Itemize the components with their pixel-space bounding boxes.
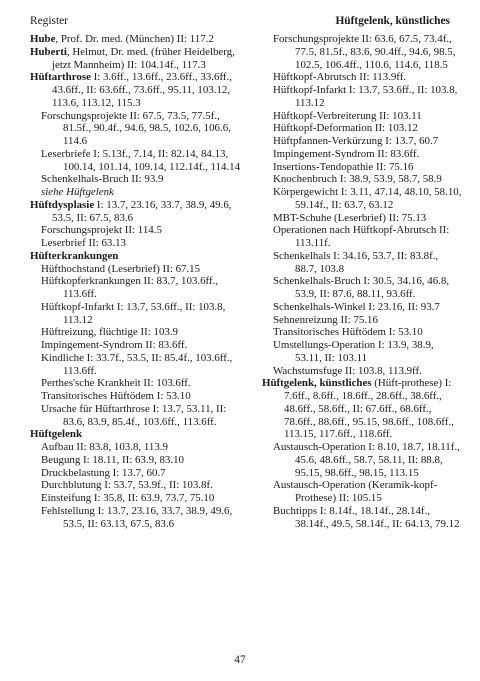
index-subentry-text: Druckbelastung I: 13.7, 60.7 bbox=[41, 466, 166, 479]
index-subentry-text: Leserbriefe I: 5.13f., 7.14, II: 82.14, 84.13, 100.14, 101.14, 109.14, 112.14f., 114.14 bbox=[41, 147, 241, 173]
index-headword: Hüftarthrose bbox=[30, 71, 91, 84]
index-subentry bbox=[30, 377, 248, 390]
see-reference: siehe Hüftgelenk bbox=[41, 186, 114, 198]
index-subentry-text: Austausch-Operation I: 8.10, 18.7, 18.11f., 45.6, 48.6ff., 58.7, 58.11, II: 88.8, 95.15, 98.6ff., 98.15, 113.15 bbox=[273, 441, 460, 479]
index-subentry bbox=[30, 390, 248, 403]
index-subentry bbox=[30, 263, 248, 276]
index-locators: , Helmut, Dr. med. (früher Heidelberg, jetzt Mannheim) II: 104.14f., 117.3 bbox=[52, 45, 235, 71]
index-headword: Hüftgelenk bbox=[30, 428, 83, 441]
index-subentry-text: Perthes'sche Krankheit II: 103.6ff. bbox=[41, 377, 191, 390]
index-subentry-text: Hüfthochstand (Leserbrief) II: 67.15 bbox=[41, 262, 201, 275]
index-entry bbox=[30, 46, 248, 72]
index-column-left bbox=[30, 33, 248, 530]
index-subentry bbox=[262, 441, 462, 479]
index-subentry-text: Durchblutung I: 53.7, 53.9f., II: 103.8f. bbox=[41, 479, 213, 492]
index-subentry bbox=[30, 339, 248, 352]
index-entry bbox=[30, 428, 248, 441]
index-subentry bbox=[30, 237, 248, 250]
index-subentry-text: Buchtipps I: 8.14f., 18.14f., 28.14f., 38.14f., 49.5, 58.14f., II: 64.13, 79.12 bbox=[273, 504, 460, 530]
index-subentry bbox=[30, 467, 248, 480]
index-subentry bbox=[262, 326, 462, 339]
index-column-right bbox=[262, 33, 462, 530]
index-subentry-text: Impingement-Syndrom II: 83.6ff. bbox=[273, 147, 420, 160]
index-subentry-text: Fehlstellung I: 13.7, 23.16, 33.7, 38.9, 49.6, 53.5, II: 63.13, 67.5, 83.6 bbox=[41, 504, 233, 530]
index-subentry bbox=[262, 122, 462, 135]
index-subentry bbox=[262, 135, 462, 148]
index-subentry-text: Einsteifung I: 35.8, II: 63.9, 73.7, 75.10 bbox=[41, 492, 215, 504]
index-subentry-text: Hüftpfannen-Verkürzung I: 13.7, 60.7 bbox=[273, 135, 439, 147]
index-subentry-text: Austausch-Operation (Keramik-kopf-Prothese) II: 105.15 bbox=[273, 479, 438, 504]
index-subentry-text: Hüftkopf-Verbreiterung II: 103.11 bbox=[273, 109, 422, 122]
index-subentry-text: Schenkelhals-Bruch II: 93.9 bbox=[41, 173, 164, 186]
index-subentry bbox=[30, 326, 248, 339]
index-subentry-text: Hüftkopf-Infarkt I: 13.7, 53.6ff., II: 103.8, 113.12 bbox=[273, 84, 458, 109]
index-entry bbox=[30, 71, 248, 109]
index-subentry bbox=[262, 161, 462, 174]
index-entry bbox=[30, 33, 248, 46]
index-subentry bbox=[30, 403, 248, 429]
index-subentry-text: Wachstumsfuge II: 103.8, 113.9ff. bbox=[273, 364, 422, 377]
index-subentry-text: Knochenbruch I: 38.9, 53.9, 58.7, 58.9 bbox=[273, 173, 442, 186]
index-subentry-text: Hüftkopf-Deformation II: 103.12 bbox=[273, 122, 418, 135]
index-subentry bbox=[30, 148, 248, 174]
index-subentry-text: Körpergewicht I: 3.11, 47.14, 48.10, 58.10, 59.14f., II: 63.7, 63.12 bbox=[273, 186, 462, 211]
index-subentry bbox=[262, 71, 462, 84]
index-locators: I: 13.7, 23.16, 33.7, 38.9, 49.6, 53.5, II: 67.5, 83.6 bbox=[52, 198, 232, 224]
index-entry bbox=[30, 250, 248, 263]
index-subentry bbox=[30, 110, 248, 148]
index-subentry bbox=[262, 212, 462, 225]
index-subentry bbox=[262, 365, 462, 378]
index-entry bbox=[30, 199, 248, 225]
index-subentry-text: Transitorisches Hüftödem I: 53.10 bbox=[41, 390, 191, 402]
index-subentry-text: Schenkelhals-Bruch I: 30.5, 34.16, 46.8, 53.9, II: 87.6, 88.11, 93.6ff. bbox=[273, 275, 450, 300]
index-subentry-text: Impingement-Syndrom II: 83.6ff. bbox=[41, 339, 188, 351]
index-subentry-text: Transitorisches Hüftödem I: 53.10 bbox=[273, 326, 423, 339]
index-subentry bbox=[262, 224, 462, 250]
index-subentry bbox=[262, 33, 462, 71]
index-subentry-text: Ursache für Hüftarthrose I: 13.7, 53.11, II: 83.6, 83.9, 85.4f., 103.6ff., 113.6ff. bbox=[41, 402, 227, 428]
index-subentry bbox=[262, 505, 462, 531]
index-headword: Hube bbox=[30, 33, 56, 45]
index-subentry bbox=[262, 186, 462, 212]
index-subentry bbox=[262, 110, 462, 123]
index-subentry-text: Beugung I: 18.11, II: 63.9, 83.10 bbox=[41, 453, 184, 466]
index-subentry-text: Kindliche I: 33.7f., 53.5, II: 85.4f., 103.6ff., 113.6ff. bbox=[41, 351, 233, 377]
index-subentry-text: Operationen nach Hüftkopf-Abrutsch II: 113.11f. bbox=[273, 224, 450, 249]
index-locators: I: 3.6ff., 13.6ff., 23.6ff., 33.6ff., 43.6ff., II: 63.6ff., 73.6ff., 95.11, 103.12, 113.6, 113.12, 115.3 bbox=[52, 71, 232, 109]
index-subentry-text: Insertions-Tendopathie II: 75.16 bbox=[273, 160, 414, 173]
index-subentry-text: Hüftkopf-Abrutsch II: 113.9ff. bbox=[273, 71, 407, 84]
index-subentry bbox=[262, 479, 462, 505]
index-subentry bbox=[30, 173, 248, 186]
index-entry bbox=[262, 377, 462, 441]
index-headword: Huberti bbox=[30, 45, 67, 58]
index-headword: Hüftgelenk, künstliches bbox=[262, 377, 372, 390]
index-subentry bbox=[30, 224, 248, 237]
index-subentry bbox=[262, 84, 462, 110]
index-headword: Hüfterkrankungen bbox=[30, 249, 119, 262]
index-subentry bbox=[262, 250, 462, 276]
index-subentry-text: MBT-Schuhe (Leserbrief) II: 75.13 bbox=[273, 211, 427, 224]
index-subentry bbox=[30, 275, 248, 301]
index-subentry-text: Forschungsprojekte II: 63.6, 67.5, 73.4f., 77.5, 81.5f., 83.6, 90.4ff., 94.6, 98.5, 102.5, 106.4ff., 110.6, 114.6, 118.5 bbox=[273, 33, 456, 71]
index-subentry-text: Hüftreizung, flüchtige II: 103.9 bbox=[41, 326, 178, 339]
index-subentry-text: Sehnenreizung II: 75.16 bbox=[273, 313, 378, 326]
index-locators: (Hüft-prothese) I: 7.6ff., 8.6ff., 18.6ff., 28.6ff., 38.6ff., 48.6ff., 58.6ff., II: 67.6ff., 68.6ff., 78.6ff., 88.6ff., 95.15, 98.6ff., 108.6ff., 113.15, 117.6ff., 118.6ff. bbox=[284, 377, 454, 441]
running-head-left: Register bbox=[30, 15, 68, 27]
index-subentry-text: Aufbau II: 83.8, 103.8, 113.9 bbox=[41, 441, 168, 453]
index-subentry bbox=[30, 492, 248, 505]
index-headword: Hüftdysplasie bbox=[30, 198, 95, 211]
index-subentry-text: Schenkelhals-Winkel I: 23.16, II: 93.7 bbox=[273, 300, 440, 313]
index-subentry bbox=[30, 441, 248, 454]
index-subentry bbox=[30, 301, 248, 327]
index-subentry bbox=[262, 148, 462, 161]
index-subentry bbox=[262, 339, 462, 365]
index-subentry-text: Forschungsprojekte II: 67.5, 73.5, 77.5f., 81.5f., 90.4f., 94.6, 98.5, 102.6, 106.6, 114.6 bbox=[41, 109, 231, 147]
index-subentry-text: Umstellungs-Operation I: 13.9, 38.9, 53.11, II: 103.11 bbox=[273, 339, 434, 364]
index-subentry-text: Hüftkopferkrankungen II: 83.7, 103.6ff., 113.6ff. bbox=[41, 275, 219, 300]
index-subentry bbox=[30, 186, 248, 199]
index-subentry-text: Schenkelhals I: 34.16, 53.7, II: 83.8f., 88.7, 103.8 bbox=[273, 249, 439, 275]
index-subentry bbox=[30, 454, 248, 467]
page-number: 47 bbox=[234, 654, 246, 666]
index-subentry bbox=[30, 505, 248, 531]
index-subentry bbox=[262, 173, 462, 186]
index-subentry-text: Leserbrief II: 63.13 bbox=[41, 237, 126, 249]
index-locators: , Prof. Dr. med. (München) II: 117.2 bbox=[55, 33, 214, 45]
index-subentry bbox=[262, 275, 462, 301]
running-head-right: Hüftgelenk, künstliches bbox=[335, 15, 450, 27]
index-subentry-text: Hüftkopf-Infarkt I: 13.7, 53.6ff., II: 103.8, 113.12 bbox=[41, 300, 226, 326]
index-subentry bbox=[262, 314, 462, 327]
index-subentry-text: Forschungsprojekt II: 114.5 bbox=[41, 224, 162, 237]
index-subentry bbox=[30, 479, 248, 492]
index-subentry bbox=[30, 352, 248, 378]
index-subentry bbox=[262, 301, 462, 314]
